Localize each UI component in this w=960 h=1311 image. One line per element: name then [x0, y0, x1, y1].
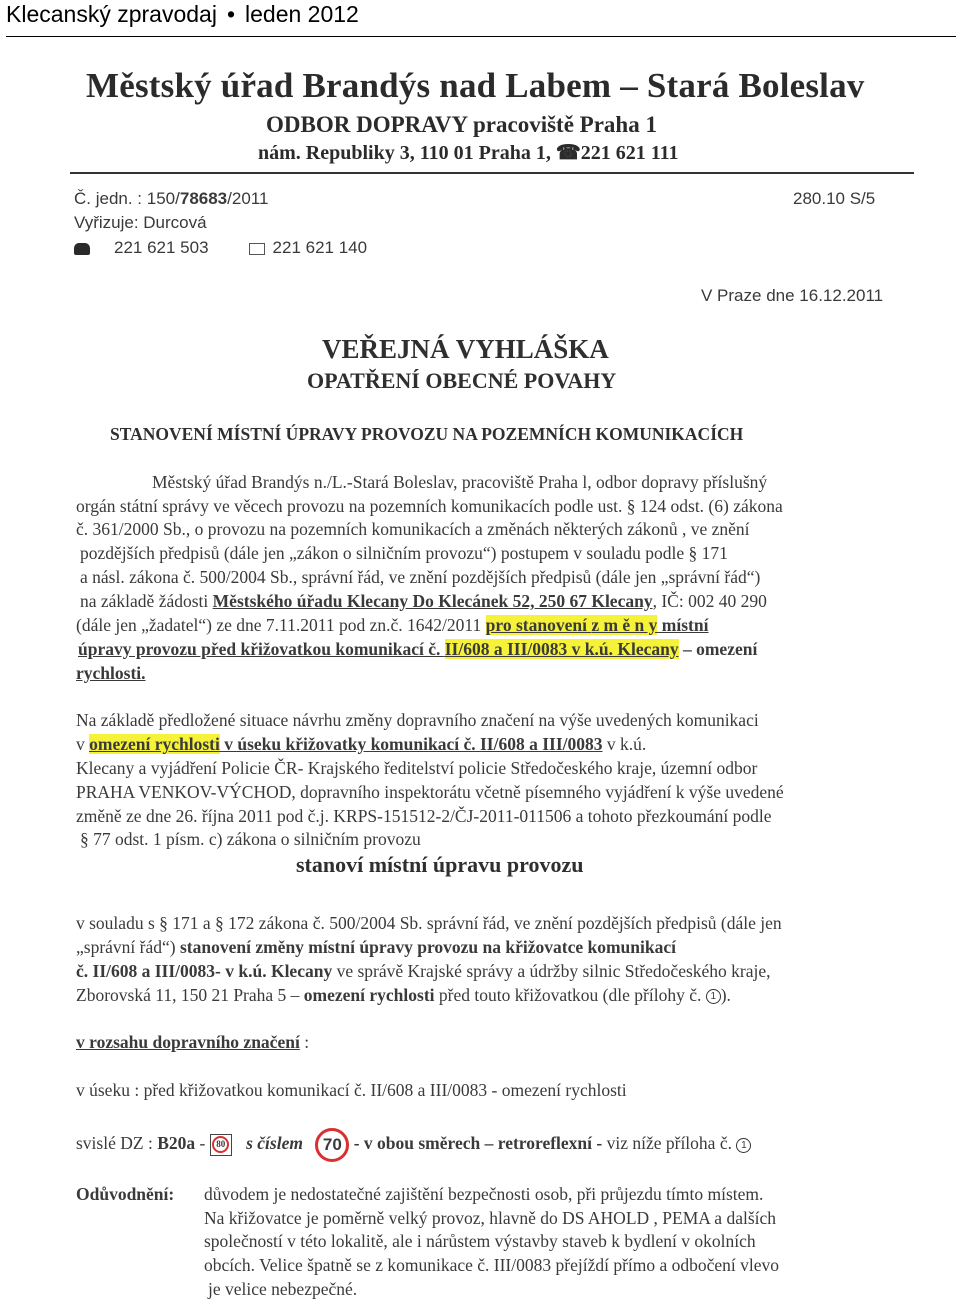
para2-line: Na základě předložené situace návrhu změny dopravního značení na výše uvedených komunikaci: [76, 710, 759, 730]
scope-segment: v úseku : před křižovatkou komunikací č. II/608 a III/0083 - omezení rychlosti: [76, 1080, 627, 1100]
para1-line: Městský úřad Brandýs n./L.-Stará Boleslav, pracoviště Praha l, odbor dopravy příslušný: [152, 472, 768, 492]
text-run: „správní řád“): [76, 937, 180, 957]
scope-heading-text: v rozsahu dopravního značení: [76, 1032, 300, 1052]
text-run: v k.ú.: [602, 734, 647, 754]
para3-line: v souladu s § 171 a § 172 zákona č. 500/2004 Sb. správní řád, ve znění pozdějších předpisů (dále jen: [76, 913, 782, 933]
text-run: ).: [720, 985, 731, 1005]
text-run: , IČ: 002 40 290: [652, 591, 767, 611]
justification-label: Odůvodnění:: [76, 1184, 175, 1204]
text-run: - v obou směrech – retroreflexní -: [349, 1133, 603, 1154]
page-header: [6, 0, 956, 37]
para2-line: Klecany a vyjádření Policie ČR- Krajského ředitelství policie Středočeského kraje, územní odbor: [76, 758, 758, 778]
highlighted-text: z m ě n y: [591, 615, 658, 635]
speed-sign-70-icon: 70: [315, 1128, 349, 1162]
para1-line: [80, 591, 767, 612]
justification-line: obcích. Velice špatně se z komunikace č. III/0083 přejíždí přímo a odbočení vlevo: [204, 1255, 780, 1275]
scope-heading: [76, 1032, 309, 1053]
para2-line: změně ze dne 26. října 2011 pod č.j. KRPS-151512-2/ČJ-2011-011506 a tohoto přezkoumání podle: [76, 806, 772, 826]
highlighted-text: pro stanovení: [485, 615, 592, 635]
phone-icon: [74, 243, 90, 255]
ref-number-bold: 78683: [179, 189, 228, 208]
justification-line: společností v této lokalitě, ale i nárůstem výstavby staveb k bydlení v okolních: [204, 1231, 756, 1251]
address-text: nám. Republiky 3, 110 01 Praha 1,: [258, 142, 551, 164]
text-run: viz níže příloha č.: [602, 1133, 737, 1154]
office-address: [258, 140, 679, 165]
text-run: (dále jen „žadatel“) ze dne 7.11.2011 pod zn.č. 1642/2011: [76, 615, 486, 635]
text-run: stanovení změny místní úpravy provozu na křižovatce komunikací: [179, 937, 676, 957]
para3-line: [76, 937, 676, 958]
office-name: Městský úřad Brandýs nad Labem – Stará Boleslav: [86, 66, 865, 105]
justification-line: Na křižovatce je poměrně velký provoz, hlavně do DS AHOLD , PEMA a dalších: [204, 1208, 777, 1228]
handler: Vyřizuje: Durcová: [74, 213, 207, 232]
sign-code: B20a: [157, 1133, 196, 1154]
para3-line: [76, 985, 731, 1006]
speed-sign-80-icon: [210, 1134, 232, 1156]
document-subtitle: OPATŘENÍ OBECNÉ POVAHY: [307, 368, 617, 393]
text-run: svislé DZ :: [76, 1133, 158, 1154]
applicant-name: Městského úřadu Klecany Do Klecánek 52, 250 67 Klecany: [212, 591, 653, 611]
text-run: omezení rychlosti: [303, 985, 435, 1005]
text-run: v úseku křižovatky komunikací č. II/608 a III/0083: [219, 734, 603, 754]
text-run: místní: [657, 615, 709, 635]
text-run: s číslem: [246, 1133, 303, 1154]
ref-year: /2011: [227, 189, 269, 208]
para2-line: PRAHA VENKOV-VÝCHOD, dopravního inspektorátu včetně písemného vyjádření k výše uvedené: [76, 782, 784, 802]
text-run: – omezení: [678, 639, 758, 659]
para1-line: [78, 639, 757, 660]
text-run: -: [195, 1133, 210, 1154]
main-phone: 221 621 111: [580, 142, 679, 164]
text-run: :: [299, 1032, 310, 1052]
para2-line: [76, 734, 646, 755]
highlighted-text: II/608 a III/0083 v k.ú. Klecany: [444, 639, 679, 659]
phone-icon: ☎: [555, 142, 581, 164]
text-run: před touto křižovatkou (dle přílohy č.: [434, 985, 706, 1005]
para1-line: č. 361/2000 Sb., o provozu na pozemních komunikacích a změnách některých zákonů , ve znění: [76, 519, 750, 539]
place-date: V Praze dne 16.12.2011: [701, 286, 884, 305]
decision-heading: stanoví místní úpravu provozu: [296, 852, 584, 877]
file-code: 280.10 S/5: [793, 189, 876, 208]
annex-number-icon: 1: [706, 989, 721, 1004]
text-run: ve správě Krajské správy a údržby silnic Středočeského kraje,: [332, 961, 771, 981]
reference-number: [74, 189, 268, 209]
text-run: Zborovská 11, 150 21 Praha 5 –: [76, 985, 304, 1005]
publication-name: Klecanský zpravodaj: [6, 1, 217, 27]
subject-heading: STANOVENÍ MÍSTNÍ ÚPRAVY PROVOZU NA POZEMNÍCH KOMUNIKACÍCH: [110, 424, 744, 444]
para2-line: § 77 odst. 1 písm. c) zákona o silničním provozu: [80, 829, 421, 849]
department-name: ODBOR DOPRAVY pracoviště Praha 1: [266, 112, 657, 137]
text-run: č. II/608 a III/0083- v k.ú. Klecany: [76, 961, 333, 981]
ref-label: Č. jedn. :: [74, 189, 147, 208]
para3-line: [76, 961, 771, 982]
text-run: na základě žádosti: [80, 591, 213, 611]
sign-value: 80: [212, 1136, 229, 1153]
justification-line: je velice nebezpečné.: [208, 1279, 358, 1299]
text-run: v: [76, 734, 90, 754]
para1-line: orgán státní správy ve věcech provozu na pozemních komunikacích podle ust. § 124 odst. (6) zákona: [76, 496, 783, 516]
phone-number: 221 621 503: [114, 238, 209, 257]
header-bullet: •: [226, 1, 236, 27]
para1-line: [76, 615, 708, 636]
sign-line: [76, 1128, 751, 1162]
highlighted-text: omezení rychlosti: [89, 734, 220, 754]
text-run: úpravy provozu před křižovatkou komunikací č.: [78, 639, 445, 659]
issue-date: leden 2012: [245, 1, 359, 27]
document-title: VEŘEJNÁ VYHLÁŠKA: [322, 334, 609, 364]
annex-number-icon: 1: [736, 1138, 751, 1153]
fax-icon: [249, 243, 265, 255]
ref-part: 150/: [146, 189, 180, 208]
para1-line: pozdějších předpisů (dále jen „zákon o silničním provozu“) postupem v souladu podle § 171: [80, 543, 728, 563]
contact-line: [74, 238, 367, 258]
fax-number: 221 621 140: [272, 238, 368, 257]
justification-line: důvodem je nedostatečné zajištění bezpečnosti osob, při průjezdu tímto místem.: [204, 1184, 764, 1204]
letterhead-rule: [70, 172, 914, 174]
para1-line: a násl. zákona č. 500/2004 Sb., správní řád, ve znění pozdějších předpisů (dále jen „správní řád“): [80, 567, 761, 587]
para1-line: rychlosti.: [76, 663, 146, 683]
